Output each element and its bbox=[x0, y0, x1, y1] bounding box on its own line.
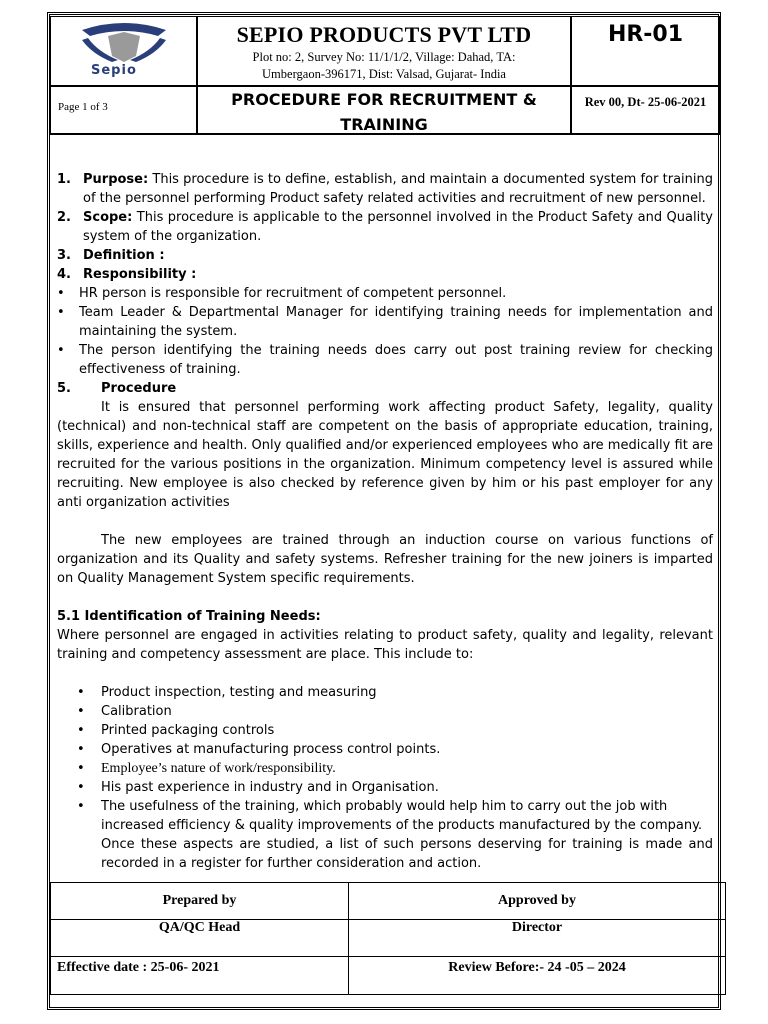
revision: Rev 00, Dt- 25-06-2021 bbox=[584, 95, 707, 109]
bullet-icon: • bbox=[57, 305, 65, 320]
tni-heading: 5.1 Identification of Training Needs: bbox=[57, 609, 321, 624]
bullet-icon: • bbox=[77, 780, 85, 795]
section-responsibility: 4. Responsibility : bbox=[57, 265, 713, 284]
bullet-icon: • bbox=[77, 723, 85, 738]
effective-date: Effective date : 25-06- 2021 bbox=[51, 957, 349, 995]
doc-code-cell bbox=[571, 16, 720, 86]
bullet-icon: • bbox=[77, 704, 85, 719]
procedure-label: Procedure bbox=[101, 381, 177, 396]
bullet-icon: • bbox=[77, 761, 85, 776]
list-item: • The usefulness of the training, which probably would help him to carry out the job with increased efficiency & quality improvements of the products manufactured by the company. bbox=[57, 797, 713, 835]
company-address-line2: Umbergaon-396171, Dist: Valsad, Gujarat- India bbox=[262, 67, 506, 81]
procedure-title-line2: TRAINING bbox=[340, 115, 428, 134]
prepared-by-role: QA/QC Head bbox=[51, 920, 349, 957]
purpose-label: Purpose: bbox=[83, 172, 149, 187]
page-info-cell bbox=[50, 86, 197, 134]
approved-by-label: Approved by bbox=[349, 883, 726, 920]
prepared-by-label: Prepared by bbox=[51, 883, 349, 920]
list-item: • His past experience in industry and in Organisation. bbox=[57, 778, 713, 797]
tni-intro: Where personnel are engaged in activities relating to product safety, quality and legality, relevant training and competency assessment are place. This include to: bbox=[57, 628, 713, 662]
review-before: Review Before:- 24 -05 – 2024 bbox=[349, 957, 726, 995]
doc-code: HR-01 bbox=[607, 22, 684, 47]
page-number: Page 1 of 3 bbox=[58, 101, 108, 113]
signoff-table bbox=[50, 882, 726, 995]
revision-cell bbox=[571, 86, 720, 134]
purpose-text: This procedure is to define, establish, and maintain a documented system for training of the personnel performing Product safety related activities and recruitment of new personnel. bbox=[83, 172, 713, 206]
list-item: • HR person is responsible for recruitment of competent personnel. bbox=[57, 286, 507, 301]
list-item: • Employee’s nature of work/responsibility. bbox=[57, 759, 713, 778]
section-definition: 3. Definition : bbox=[57, 246, 713, 265]
definition-label: Definition : bbox=[83, 248, 165, 263]
document-header bbox=[50, 16, 720, 134]
header-divider bbox=[50, 134, 720, 135]
list-item: • The person identifying the training needs does carry out post training review for checking effectiveness of training. bbox=[57, 343, 713, 377]
logo-cell bbox=[50, 16, 197, 86]
company-cell bbox=[197, 16, 571, 86]
logo-text: Sepio bbox=[91, 63, 137, 78]
scope-label: Scope: bbox=[83, 210, 133, 225]
approved-by-role: Director bbox=[349, 920, 726, 957]
bullet-icon: • bbox=[57, 343, 65, 358]
list-item: • Calibration bbox=[57, 702, 713, 721]
list-item: • Printed packaging controls bbox=[57, 721, 713, 740]
bullet-icon: • bbox=[77, 685, 85, 700]
bullet-icon: • bbox=[77, 742, 85, 757]
procedure-paragraph-1: It is ensured that personnel performing work affecting product Safety, legality, quality (technical) and non-technical staff are competent on the basis of appropriate education, training, skills, experience and health. Only qualified and/or experienced employees who are medically fit are recruited for the various positions in the organization. Minimum competency level is assured while recruiting. New employee is also checked by reference given by him or his past employer for any anti organization activities bbox=[57, 400, 713, 510]
procedure-paragraph-2: The new employees are trained through an induction course on various functions of organization and its Quality and safety systems. Refresher training for the new joiners is imparted on Quality Management System specific requirements. bbox=[57, 533, 713, 586]
bullet-icon: • bbox=[57, 286, 65, 301]
company-address-line1: Plot no: 2, Survey No: 11/1/1/2, Village: Dahad, TA: bbox=[252, 50, 516, 64]
procedure-title-line1: PROCEDURE FOR RECRUITMENT & bbox=[231, 90, 537, 109]
sepio-logo-icon bbox=[78, 22, 170, 64]
list-item: • Team Leader & Departmental Manager for identifying training needs for implementation and maintaining the system. bbox=[57, 305, 713, 339]
tni-closing: Once these aspects are studied, a list of such persons deserving for training is made and recorded in a register for further consideration and action. bbox=[101, 837, 713, 871]
section-procedure: 5. Procedure bbox=[57, 379, 713, 398]
list-item: • Operatives at manufacturing process control points. bbox=[57, 740, 713, 759]
bullet-icon: • bbox=[77, 799, 85, 814]
company-name: SEPIO PRODUCTS PVT LTD bbox=[236, 22, 532, 47]
list-item: • Product inspection, testing and measuring bbox=[57, 683, 713, 702]
scope-text: This procedure is applicable to the personnel involved in the Product Safety and Quality system of the organization. bbox=[83, 210, 713, 244]
procedure-title-cell bbox=[197, 86, 571, 134]
responsibility-label: Responsibility : bbox=[83, 267, 197, 282]
document-body bbox=[57, 170, 713, 873]
section-scope: 2. Scope: This procedure is applicable to the personnel involved in the Product Safety and Quality system of the organization. bbox=[57, 210, 713, 244]
section-purpose: 1. Purpose: This procedure is to define, establish, and maintain a documented system for training of the personnel performing Product safety related activities and recruitment of new personnel. bbox=[57, 172, 713, 206]
